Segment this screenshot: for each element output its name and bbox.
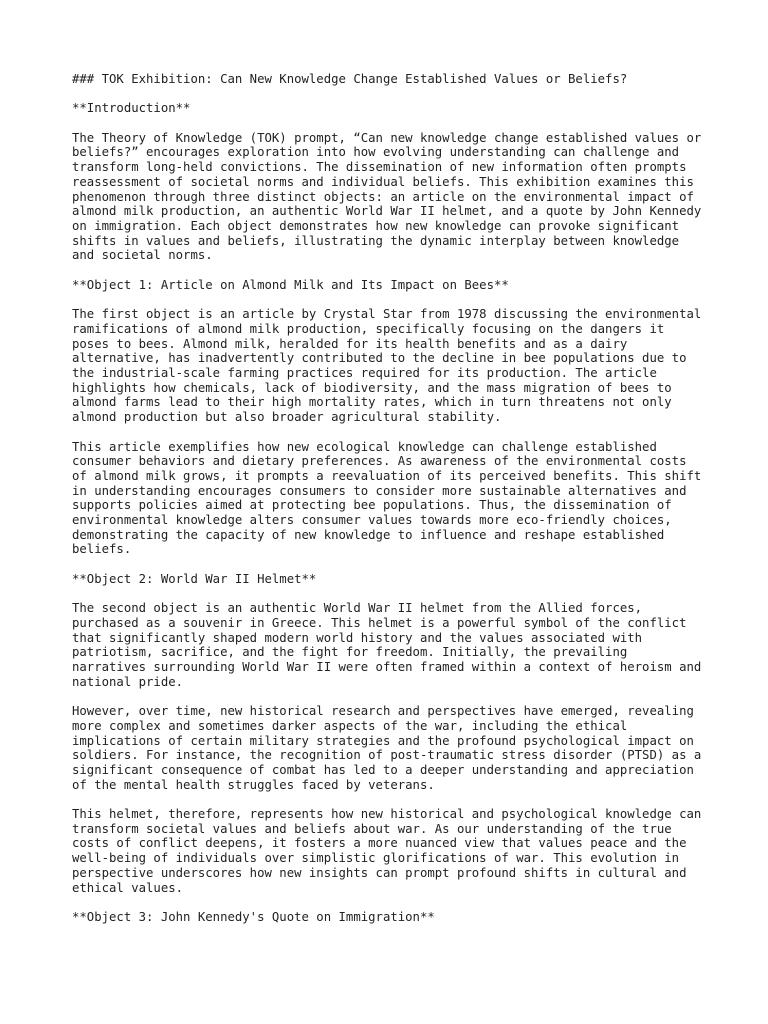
object2-heading: **Object 2: World War II Helmet** (72, 571, 317, 586)
object2-paragraph-1: The second object is an authentic World War II helmet from the Allied forces, purchased as a souvenir in Greece. This helmet is a powerful symbol of the conflict that significantly shaped modern world history and the values associated with patriotism, sacrifice, and the fight for freedom. Initially, the prevailing narratives surrounding World War II were often framed within a context of heroism and national pride. (72, 601, 702, 689)
introduction-paragraph: The Theory of Knowledge (TOK) prompt, “Can new knowledge change established values or beliefs?” encourages exploration into how evolving understanding can challenge and transform long-held convictions. The dissemination of new information often prompts reassessment of societal norms and individual beliefs. This exhibition examines this phenomenon through three distinct objects: an article on the environmental impact of almond milk production, an authentic World War II helmet, and a quote by John Kennedy on immigration. Each object demonstrates how new knowledge can provoke significant shifts in values and beliefs, illustrating the dynamic interplay between knowledge and societal norms. (72, 130, 702, 263)
object1-paragraph-1: The first object is an article by Crystal Star from 1978 discussing the environmental ramifications of almond milk production, specifically focusing on the dangers it poses to bees. Almond milk, heralded for its health benefits and as a dairy alternative, has inadvertently contributed to the decline in bee populations due to the industrial-scale farming practices required for its production. The article highlights how chemicals, lack of biodiversity, and the mass migration of bees to almond farms lead to their high mortality rates, which in turn threatens not only almond production but also broader agricultural stability. (72, 307, 702, 425)
document-title: ### TOK Exhibition: Can New Knowledge Change Established Values or Beliefs? (72, 72, 628, 86)
introduction-heading: **Introduction** (72, 101, 191, 116)
object1-paragraph-2: This article exemplifies how new ecological knowledge can challenge established consumer behaviors and dietary preferences. As awareness of the environmental costs of almond milk grows, it prompts a reevaluation of its perceived benefits. This shift in understanding encourages consumers to consider more sustainable alternatives and supports policies aimed at protecting bee populations. Thus, the dissemination of environmental knowledge alters consumer values towards more eco-friendly choices, demonstrating the capacity of new knowledge to influence and reshape established beliefs. (72, 439, 702, 557)
object2-paragraph-2: However, over time, new historical research and perspectives have emerged, revealing more complex and sometimes darker aspects of the war, including the ethical implications of certain military strategies and the profound psychological impact on soldiers. For instance, the recognition of post-traumatic stress disorder (PTSD) as a significant consequence of combat has led to a deeper understanding and appreciation of the mental health struggles faced by veterans. (72, 704, 702, 792)
object3-heading: **Object 3: John Kennedy's Quote on Immigration** (72, 909, 435, 924)
object1-heading: **Object 1: Article on Almond Milk and Its Impact on Bees** (72, 277, 509, 292)
document-page (72, 72, 702, 939)
object2-paragraph-3: This helmet, therefore, represents how new historical and psychological knowledge can transform societal values and beliefs about war. As our understanding of the true costs of conflict deepens, it fosters a more nuanced view that values peace and the well-being of individuals over simplistic glorifications of war. This evolution in perspective underscores how new insights can prompt profound shifts in cultural and ethical values. (72, 807, 702, 895)
